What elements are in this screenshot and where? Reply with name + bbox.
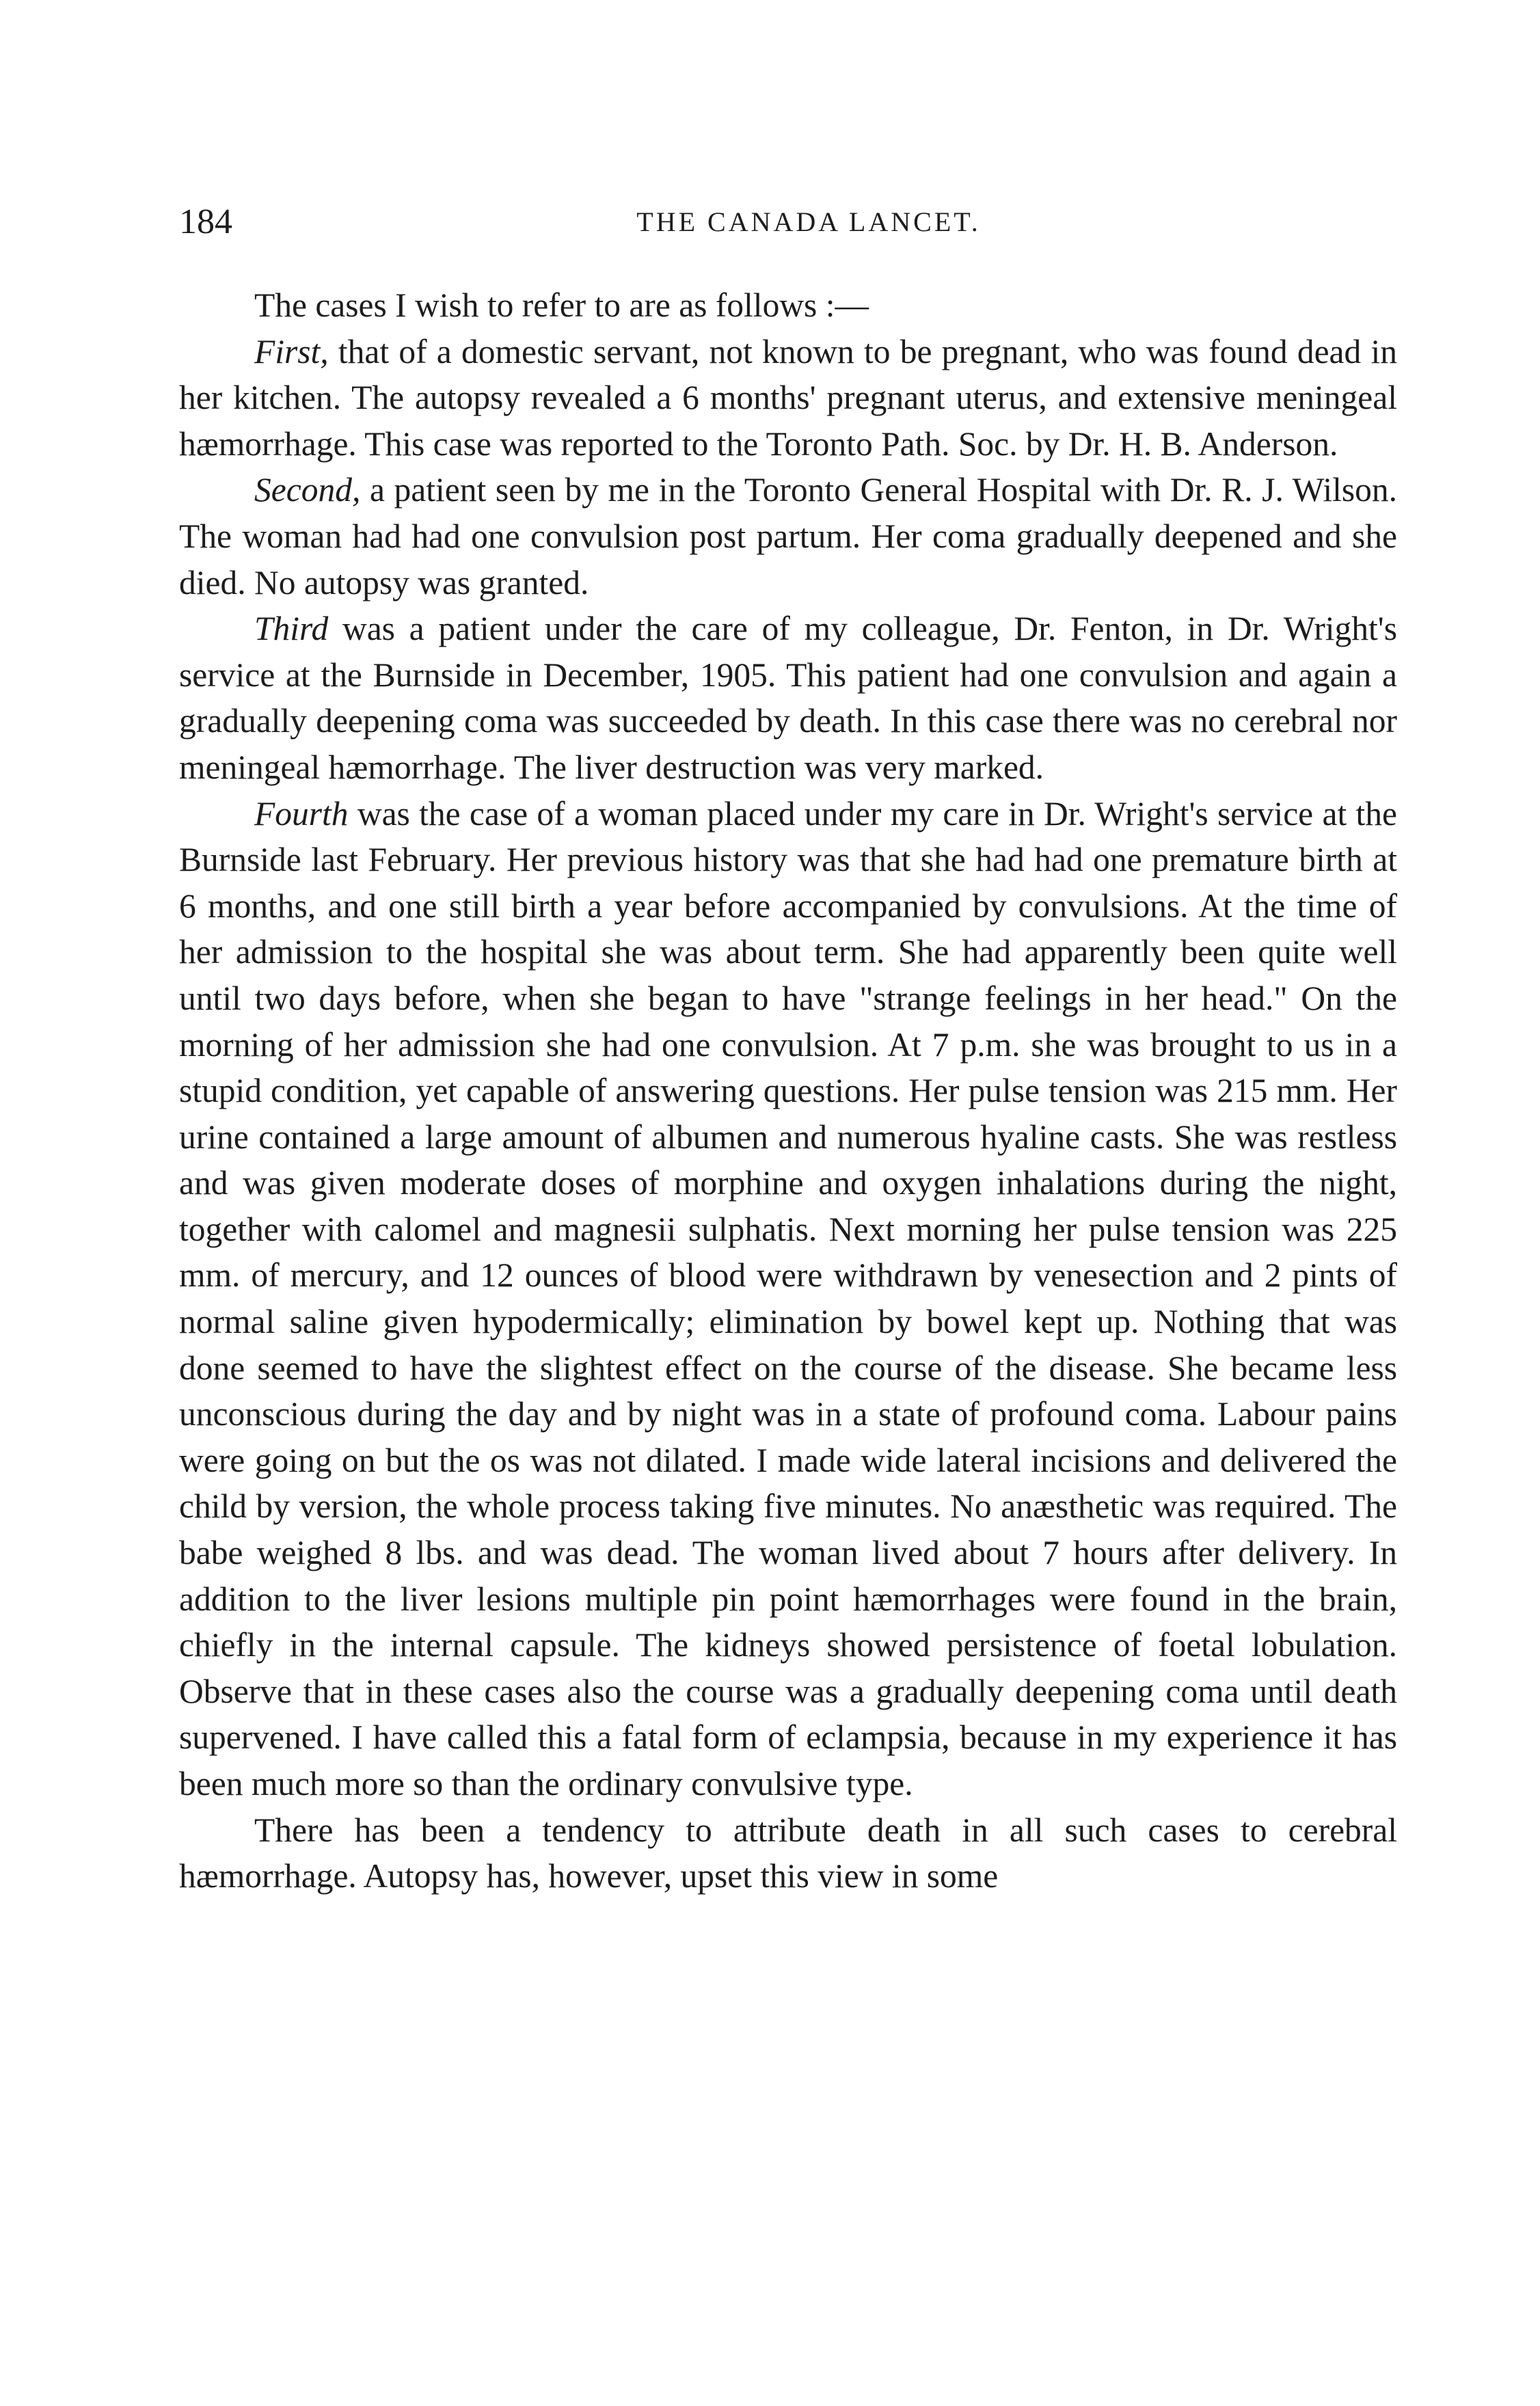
paragraph-intro: The cases I wish to refer to are as follows :— xyxy=(254,286,869,324)
paragraph-last: There has been a tendency to attribute death in all such cases to cerebral hæmorrhage. Autopsy has, however, upset this view in some xyxy=(179,1811,1397,1895)
paragraph-second xyxy=(179,467,1397,606)
paragraph-third-lead: Third xyxy=(254,610,329,648)
paragraph-fourth-text: was the case of a woman placed under my care in Dr. Wright's service at the Burnside last February. Her previous history was that she had had one premature birth at 6 months, and one still birth a year before accompanied by convulsions. At the time of her admission to the hospital she was about term. She had apparently been quite well until two days before, when she began to have "strange feelings in her head." On the morning of her admission she had one convulsion. At 7 p.m. she was brought to us in a stupid condition, yet capable of answering questions. Her pulse tension was 215 mm. Her urine contained a large amount of albumen and numerous hyaline casts. She was restless and was given moderate doses of morphine and oxygen inhalations during the night, together with calomel and magnesii sulphatis. Next morning her pulse tension was 225 mm. of mercury, and 12 ounces of blood were withdrawn by venesection and 2 pints of normal saline given hypodermically; elimination by bowel kept up. Nothing that was done seemed to have the slightest effect on the course of the disease. She became less unconscious during the day and by night was in a state of profound coma. Labour pains were going on but the os was not dilated. I made wide lateral incisions and delivered the child by version, the whole process taking five minutes. No anæsthetic was required. The babe weighed 8 lbs. and was dead. The woman lived about 7 hours after delivery. In addition to the liver lesions multiple pin point hæmorrhages were found in the brain, chiefly in the internal capsule. The kidneys showed persistence of foetal lobulation. Observe that in these cases also the course was a gradually deepening coma until death supervened. I have called this a fatal form of eclampsia, because in my experience it has been much more so than the ordinary convulsive type. xyxy=(179,794,1397,1802)
paragraph-first-lead: First, xyxy=(254,332,329,370)
paragraph-first-text: that of a domestic servant, not known to be pregnant, who was found dead in her kitchen. The autopsy revealed a 6 months' pregnant uterus, and extensive meningeal hæmorrhage. This case was reported to the Toronto Path. Soc. by Dr. H. B. Anderson. xyxy=(179,332,1397,463)
paragraph-fourth xyxy=(179,791,1397,1807)
paragraph-first xyxy=(179,329,1397,468)
paragraph-second-text: a patient seen by me in the Toronto General Hospital with Dr. R. J. Wilson. The woman had had one convulsion post partum. Her coma gradually deepened and she died. No autopsy was granted. xyxy=(179,471,1397,602)
page-number: 184 xyxy=(179,202,232,241)
paragraph-fourth-lead: Fourth xyxy=(254,794,349,833)
page-header xyxy=(179,198,1397,246)
paragraph-third-text: was a patient under the care of my colleague, Dr. Fenton, in Dr. Wright's service at the Burnside in December, 1905. This patient had one convulsion and again a gradually deepening coma was succeeded by death. In this case there was no cerebral nor meningeal hæmorrhage. The liver destruction was very marked. xyxy=(179,610,1397,786)
paragraph-second-lead: Second, xyxy=(254,471,361,509)
body-text xyxy=(179,282,1397,1900)
running-head: THE CANADA LANCET. xyxy=(636,206,981,237)
paragraph-third xyxy=(179,606,1397,790)
